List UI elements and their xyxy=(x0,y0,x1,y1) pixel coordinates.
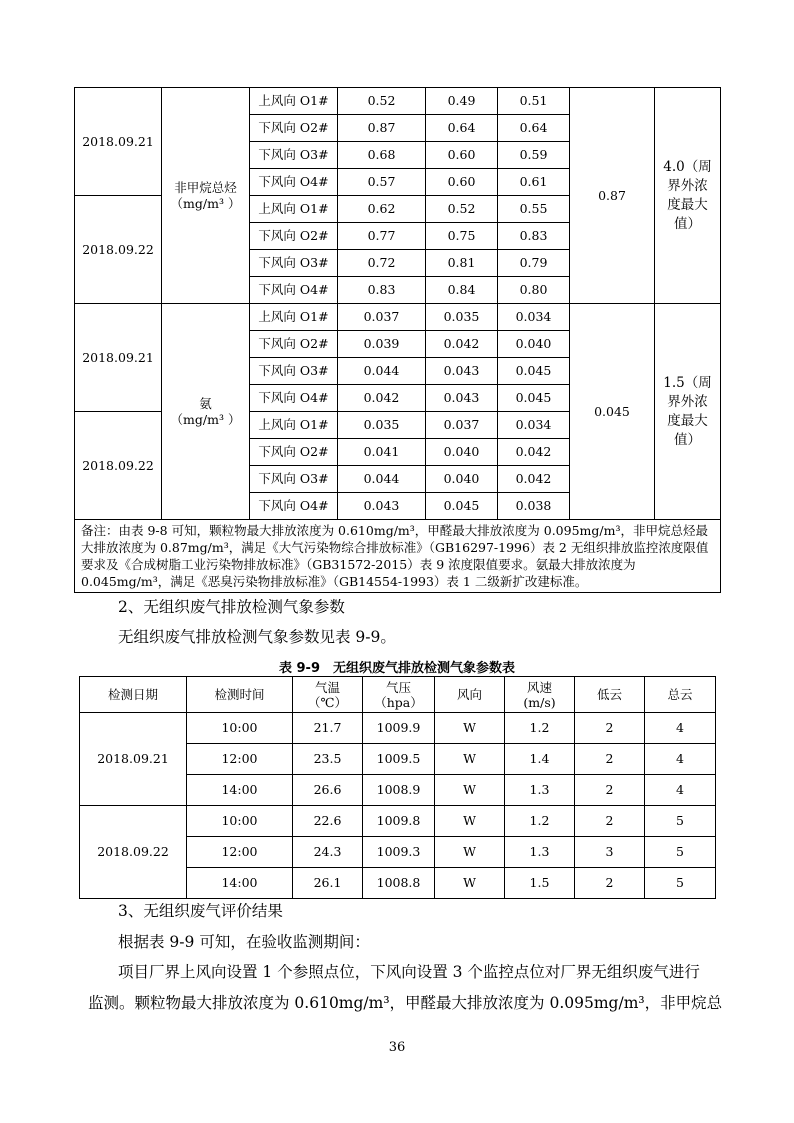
wind-speed-cell: 1.3 xyxy=(505,775,575,806)
monitoring-point-cell: 下风向 O2# xyxy=(250,331,338,358)
total-cloud-cell: 4 xyxy=(645,775,716,806)
wind-dir-cell: W xyxy=(435,806,505,837)
value-cell: 0.80 xyxy=(498,277,570,304)
value-cell: 0.045 xyxy=(426,493,498,520)
value-cell: 0.040 xyxy=(426,439,498,466)
section2-heading: 2、无组织废气排放检测气象参数 xyxy=(118,598,345,616)
value-cell: 0.81 xyxy=(426,250,498,277)
value-cell: 0.043 xyxy=(426,385,498,412)
monitoring-point-cell: 下风向 O2# xyxy=(250,439,338,466)
value-cell: 0.040 xyxy=(498,331,570,358)
value-cell: 0.61 xyxy=(498,169,570,196)
column-header: 检测日期 xyxy=(80,677,187,713)
value-cell: 0.035 xyxy=(338,412,426,439)
table-header-row xyxy=(80,677,716,713)
pollutant-cell xyxy=(162,88,250,304)
column-header: 气压 （hpa） xyxy=(363,677,435,713)
value-cell: 0.83 xyxy=(498,223,570,250)
emission-results-table xyxy=(74,87,721,593)
value-cell: 0.62 xyxy=(338,196,426,223)
pressure-cell: 1009.9 xyxy=(363,713,435,744)
limit-cell: 4.0（周界外浓度最大值） xyxy=(655,88,721,304)
pollutant-name: 非甲烷总烃 xyxy=(174,179,237,195)
pressure-cell: 1009.5 xyxy=(363,744,435,775)
value-cell: 0.034 xyxy=(498,304,570,331)
pollutant-name: 氨 xyxy=(199,395,212,411)
monitoring-point-cell: 上风向 O1# xyxy=(250,88,338,115)
section3-paragraph2-line1: 项目厂界上风向设置 1 个参照点位，下风向设置 3 个监控点位对厂界无组织废气进行 xyxy=(118,963,700,981)
weather-parameters-table xyxy=(79,676,716,899)
monitoring-point-cell: 下风向 O3# xyxy=(250,466,338,493)
pressure-cell: 1009.8 xyxy=(363,806,435,837)
temp-cell: 24.3 xyxy=(293,837,363,868)
value-cell: 0.52 xyxy=(426,196,498,223)
value-cell: 0.77 xyxy=(338,223,426,250)
pressure-cell: 1008.9 xyxy=(363,775,435,806)
value-cell: 0.51 xyxy=(498,88,570,115)
pollutant-unit: （mg/m³ ） xyxy=(170,195,241,211)
monitoring-point-cell: 下风向 O2# xyxy=(250,223,338,250)
value-cell: 0.68 xyxy=(338,142,426,169)
time-cell: 14:00 xyxy=(187,868,293,899)
low-cloud-cell: 2 xyxy=(575,868,645,899)
value-cell: 0.72 xyxy=(338,250,426,277)
monitoring-point-cell: 下风向 O4# xyxy=(250,385,338,412)
low-cloud-cell: 2 xyxy=(575,744,645,775)
wind-speed-cell: 1.2 xyxy=(505,713,575,744)
monitoring-point-cell: 上风向 O1# xyxy=(250,304,338,331)
column-header: 低云 xyxy=(575,677,645,713)
wind-dir-cell: W xyxy=(435,744,505,775)
value-cell: 0.040 xyxy=(426,466,498,493)
sampling-date-cell: 2018.09.21 xyxy=(75,88,162,196)
total-cloud-cell: 5 xyxy=(645,837,716,868)
max-value-cell: 0.045 xyxy=(570,304,655,520)
date-cell: 2018.09.21 xyxy=(80,713,187,806)
value-cell: 0.037 xyxy=(426,412,498,439)
low-cloud-cell: 2 xyxy=(575,775,645,806)
date-cell: 2018.09.22 xyxy=(80,806,187,899)
value-cell: 0.034 xyxy=(498,412,570,439)
monitoring-point-cell: 上风向 O1# xyxy=(250,412,338,439)
value-cell: 0.042 xyxy=(498,439,570,466)
wind-speed-cell: 1.3 xyxy=(505,837,575,868)
column-header: 总云 xyxy=(645,677,716,713)
temp-cell: 22.6 xyxy=(293,806,363,837)
total-cloud-cell: 5 xyxy=(645,868,716,899)
column-header: 风向 xyxy=(435,677,505,713)
value-cell: 0.044 xyxy=(338,466,426,493)
value-cell: 0.87 xyxy=(338,115,426,142)
page-number: 36 xyxy=(388,1040,406,1055)
table-row xyxy=(80,713,716,744)
limit-cell: 1.5（周界外浓度最大值） xyxy=(655,304,721,520)
table-row xyxy=(75,88,721,115)
column-header: 检测时间 xyxy=(187,677,293,713)
section2-intro: 无组织废气排放检测气象参数见表 9-9。 xyxy=(118,628,396,646)
pressure-cell: 1009.3 xyxy=(363,837,435,868)
value-cell: 0.043 xyxy=(338,493,426,520)
value-cell: 0.49 xyxy=(426,88,498,115)
value-cell: 0.041 xyxy=(338,439,426,466)
value-cell: 0.57 xyxy=(338,169,426,196)
time-cell: 12:00 xyxy=(187,837,293,868)
value-cell: 0.037 xyxy=(338,304,426,331)
pollutant-cell xyxy=(162,304,250,520)
temp-cell: 21.7 xyxy=(293,713,363,744)
low-cloud-cell: 2 xyxy=(575,713,645,744)
value-cell: 0.042 xyxy=(338,385,426,412)
value-cell: 0.60 xyxy=(426,169,498,196)
wind-dir-cell: W xyxy=(435,837,505,868)
monitoring-point-cell: 下风向 O3# xyxy=(250,250,338,277)
table-row xyxy=(75,304,721,331)
section3-paragraph1: 根据表 9-9 可知，在验收监测期间： xyxy=(118,933,370,951)
temp-cell: 23.5 xyxy=(293,744,363,775)
section3-heading: 3、无组织废气评价结果 xyxy=(118,902,283,920)
max-value-cell: 0.87 xyxy=(570,88,655,304)
value-cell: 0.042 xyxy=(426,331,498,358)
note-row xyxy=(75,520,721,593)
sampling-date-cell: 2018.09.21 xyxy=(75,304,162,412)
value-cell: 0.045 xyxy=(498,385,570,412)
value-cell: 0.042 xyxy=(498,466,570,493)
total-cloud-cell: 4 xyxy=(645,744,716,775)
column-header: 风速 (m/s) xyxy=(505,677,575,713)
value-cell: 0.64 xyxy=(498,115,570,142)
table-note: 备注：由表 9-8 可知，颗粒物最大排放浓度为 0.610mg/m³，甲醛最大排放浓度为 0.095mg/m³，非甲烷总烃最大排放浓度为 0.87mg/m³，满足《大气污染物综合排放标准》（GB16297-1996）表 2 无组织排放监控浓度限值要求及《合成树脂工业污染物排放标准》（GB31572-2015）表 9 浓度限值要求。氨最大排放浓度为 0.045mg/m³，满足《恶臭污染物排放标准》（GB14554-1993）表 1 二级新扩改建标准。 xyxy=(75,520,721,593)
value-cell: 0.59 xyxy=(498,142,570,169)
value-cell: 0.039 xyxy=(338,331,426,358)
monitoring-point-cell: 下风向 O4# xyxy=(250,169,338,196)
total-cloud-cell: 5 xyxy=(645,806,716,837)
monitoring-point-cell: 下风向 O4# xyxy=(250,277,338,304)
column-header: 气温 （℃） xyxy=(293,677,363,713)
value-cell: 0.84 xyxy=(426,277,498,304)
value-cell: 0.043 xyxy=(426,358,498,385)
value-cell: 0.60 xyxy=(426,142,498,169)
wind-speed-cell: 1.2 xyxy=(505,806,575,837)
wind-dir-cell: W xyxy=(435,713,505,744)
wind-dir-cell: W xyxy=(435,868,505,899)
time-cell: 10:00 xyxy=(187,713,293,744)
pressure-cell: 1008.8 xyxy=(363,868,435,899)
value-cell: 0.038 xyxy=(498,493,570,520)
wind-speed-cell: 1.5 xyxy=(505,868,575,899)
value-cell: 0.64 xyxy=(426,115,498,142)
monitoring-point-cell: 上风向 O1# xyxy=(250,196,338,223)
table-row xyxy=(80,806,716,837)
value-cell: 0.55 xyxy=(498,196,570,223)
time-cell: 12:00 xyxy=(187,744,293,775)
value-cell: 0.79 xyxy=(498,250,570,277)
temp-cell: 26.1 xyxy=(293,868,363,899)
pollutant-unit: （mg/m³ ） xyxy=(170,411,241,427)
value-cell: 0.045 xyxy=(498,358,570,385)
wind-dir-cell: W xyxy=(435,775,505,806)
total-cloud-cell: 4 xyxy=(645,713,716,744)
low-cloud-cell: 2 xyxy=(575,806,645,837)
sampling-date-cell: 2018.09.22 xyxy=(75,196,162,304)
value-cell: 0.83 xyxy=(338,277,426,304)
monitoring-point-cell: 下风向 O3# xyxy=(250,358,338,385)
monitoring-point-cell: 下风向 O4# xyxy=(250,493,338,520)
wind-speed-cell: 1.4 xyxy=(505,744,575,775)
value-cell: 0.035 xyxy=(426,304,498,331)
section3-paragraph2-line2: 监测。颗粒物最大排放浓度为 0.610mg/m³，甲醛最大排放浓度为 0.095mg/m³，非甲烷总 xyxy=(88,994,723,1012)
monitoring-point-cell: 下风向 O3# xyxy=(250,142,338,169)
value-cell: 0.75 xyxy=(426,223,498,250)
value-cell: 0.044 xyxy=(338,358,426,385)
table2-caption: 表 9-9 无组织废气排放检测气象参数表 xyxy=(278,661,515,676)
temp-cell: 26.6 xyxy=(293,775,363,806)
sampling-date-cell: 2018.09.22 xyxy=(75,412,162,520)
monitoring-point-cell: 下风向 O2# xyxy=(250,115,338,142)
time-cell: 10:00 xyxy=(187,806,293,837)
low-cloud-cell: 3 xyxy=(575,837,645,868)
time-cell: 14:00 xyxy=(187,775,293,806)
value-cell: 0.52 xyxy=(338,88,426,115)
